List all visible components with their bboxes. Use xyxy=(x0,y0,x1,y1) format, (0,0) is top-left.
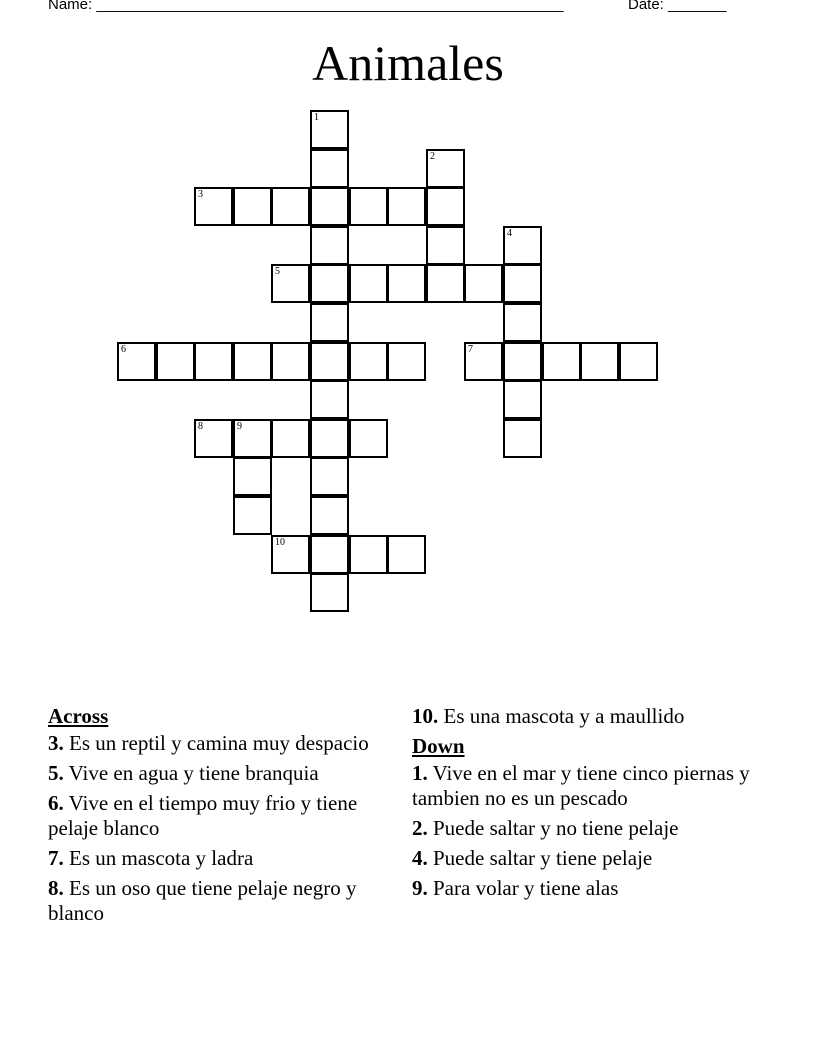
grid-cell[interactable] xyxy=(426,264,465,303)
clue-number: 8 xyxy=(198,421,203,432)
grid-cell[interactable] xyxy=(503,303,542,342)
grid-cell[interactable] xyxy=(619,342,658,381)
grid-cell[interactable] xyxy=(349,342,388,381)
grid-cell[interactable] xyxy=(349,535,388,574)
clue-down-9: 9. Para volar y tiene alas xyxy=(412,876,619,900)
grid-cell[interactable] xyxy=(310,457,349,496)
clues-column-left xyxy=(48,704,388,931)
grid-cell[interactable] xyxy=(194,342,233,381)
across-heading: Across xyxy=(48,704,109,728)
down-heading: Down xyxy=(412,734,465,758)
grid-cell[interactable] xyxy=(310,187,349,226)
clue-number: 7 xyxy=(468,344,473,355)
grid-cell[interactable] xyxy=(194,187,233,226)
grid-cell[interactable] xyxy=(233,457,272,496)
grid-cell[interactable] xyxy=(387,187,426,226)
grid-cell[interactable] xyxy=(503,380,542,419)
grid-cell[interactable] xyxy=(271,535,310,574)
clue-down-2: 2. Puede saltar y no tiene pelaje xyxy=(412,816,679,840)
grid-cell[interactable] xyxy=(310,226,349,265)
grid-cell[interactable] xyxy=(349,419,388,458)
grid-cell[interactable] xyxy=(580,342,619,381)
name-field-label: Name: ________________________________________________________ xyxy=(48,0,564,13)
grid-cell[interactable] xyxy=(233,496,272,535)
puzzle-title: Animales xyxy=(312,35,504,91)
grid-cell[interactable] xyxy=(233,342,272,381)
date-field-label: Date: _______ xyxy=(628,0,727,13)
clue-down-4: 4. Puede saltar y tiene pelaje xyxy=(412,846,653,870)
clue-down-1: 1. Vive en el mar y tiene cinco piernas y tambien no es un pescado xyxy=(412,761,750,810)
grid-cell[interactable] xyxy=(271,342,310,381)
grid-cell[interactable] xyxy=(310,149,349,188)
grid-cell[interactable] xyxy=(310,419,349,458)
clue-number: 5 xyxy=(275,266,280,277)
grid-cell[interactable] xyxy=(542,342,581,381)
grid-cell[interactable] xyxy=(349,264,388,303)
grid-cell[interactable] xyxy=(387,342,426,381)
clue-across-5: 5. Vive en agua y tiene branquia xyxy=(48,761,319,785)
grid-cell[interactable] xyxy=(156,342,195,381)
clue-number: 6 xyxy=(121,344,126,355)
clues-column-right xyxy=(412,704,782,906)
grid-cell[interactable] xyxy=(310,264,349,303)
grid-cell[interactable] xyxy=(310,110,349,149)
clue-number: 1 xyxy=(314,112,319,123)
grid-cell[interactable] xyxy=(271,264,310,303)
grid-cell[interactable] xyxy=(310,303,349,342)
grid-cell[interactable] xyxy=(271,187,310,226)
grid-cell[interactable] xyxy=(271,419,310,458)
grid-cell[interactable] xyxy=(503,264,542,303)
clue-number: 2 xyxy=(430,151,435,162)
grid-cell[interactable] xyxy=(349,187,388,226)
clue-across-8: 8. Es un oso que tiene pelaje negro y blanco xyxy=(48,876,357,925)
grid-cell[interactable] xyxy=(310,496,349,535)
clue-number: 10 xyxy=(275,537,285,548)
clue-across-3: 3. Es un reptil y camina muy despacio xyxy=(48,731,369,755)
grid-cell[interactable] xyxy=(387,535,426,574)
grid-cell[interactable] xyxy=(503,226,542,265)
grid-cell[interactable] xyxy=(117,342,156,381)
grid-cell[interactable] xyxy=(426,149,465,188)
clue-number: 4 xyxy=(507,228,512,239)
clue-number: 9 xyxy=(237,421,242,432)
clue-across-10: 10. Es una mascota y a maullido xyxy=(412,704,685,728)
grid-cell[interactable] xyxy=(310,380,349,419)
clue-across-7: 7. Es un mascota y ladra xyxy=(48,846,254,870)
clue-across-6: 6. Vive en el tiempo muy frio y tiene pelaje blanco xyxy=(48,791,358,840)
grid-cell[interactable] xyxy=(233,419,272,458)
grid-cell[interactable] xyxy=(310,342,349,381)
grid-cell[interactable] xyxy=(310,535,349,574)
grid-cell[interactable] xyxy=(464,264,503,303)
grid-cell[interactable] xyxy=(503,342,542,381)
grid-cell[interactable] xyxy=(194,419,233,458)
grid-cell[interactable] xyxy=(426,187,465,226)
clue-number: 3 xyxy=(198,189,203,200)
grid-cell[interactable] xyxy=(426,226,465,265)
grid-cell[interactable] xyxy=(310,573,349,612)
grid-cell[interactable] xyxy=(464,342,503,381)
grid-cell[interactable] xyxy=(233,187,272,226)
grid-cell[interactable] xyxy=(503,419,542,458)
grid-cell[interactable] xyxy=(387,264,426,303)
